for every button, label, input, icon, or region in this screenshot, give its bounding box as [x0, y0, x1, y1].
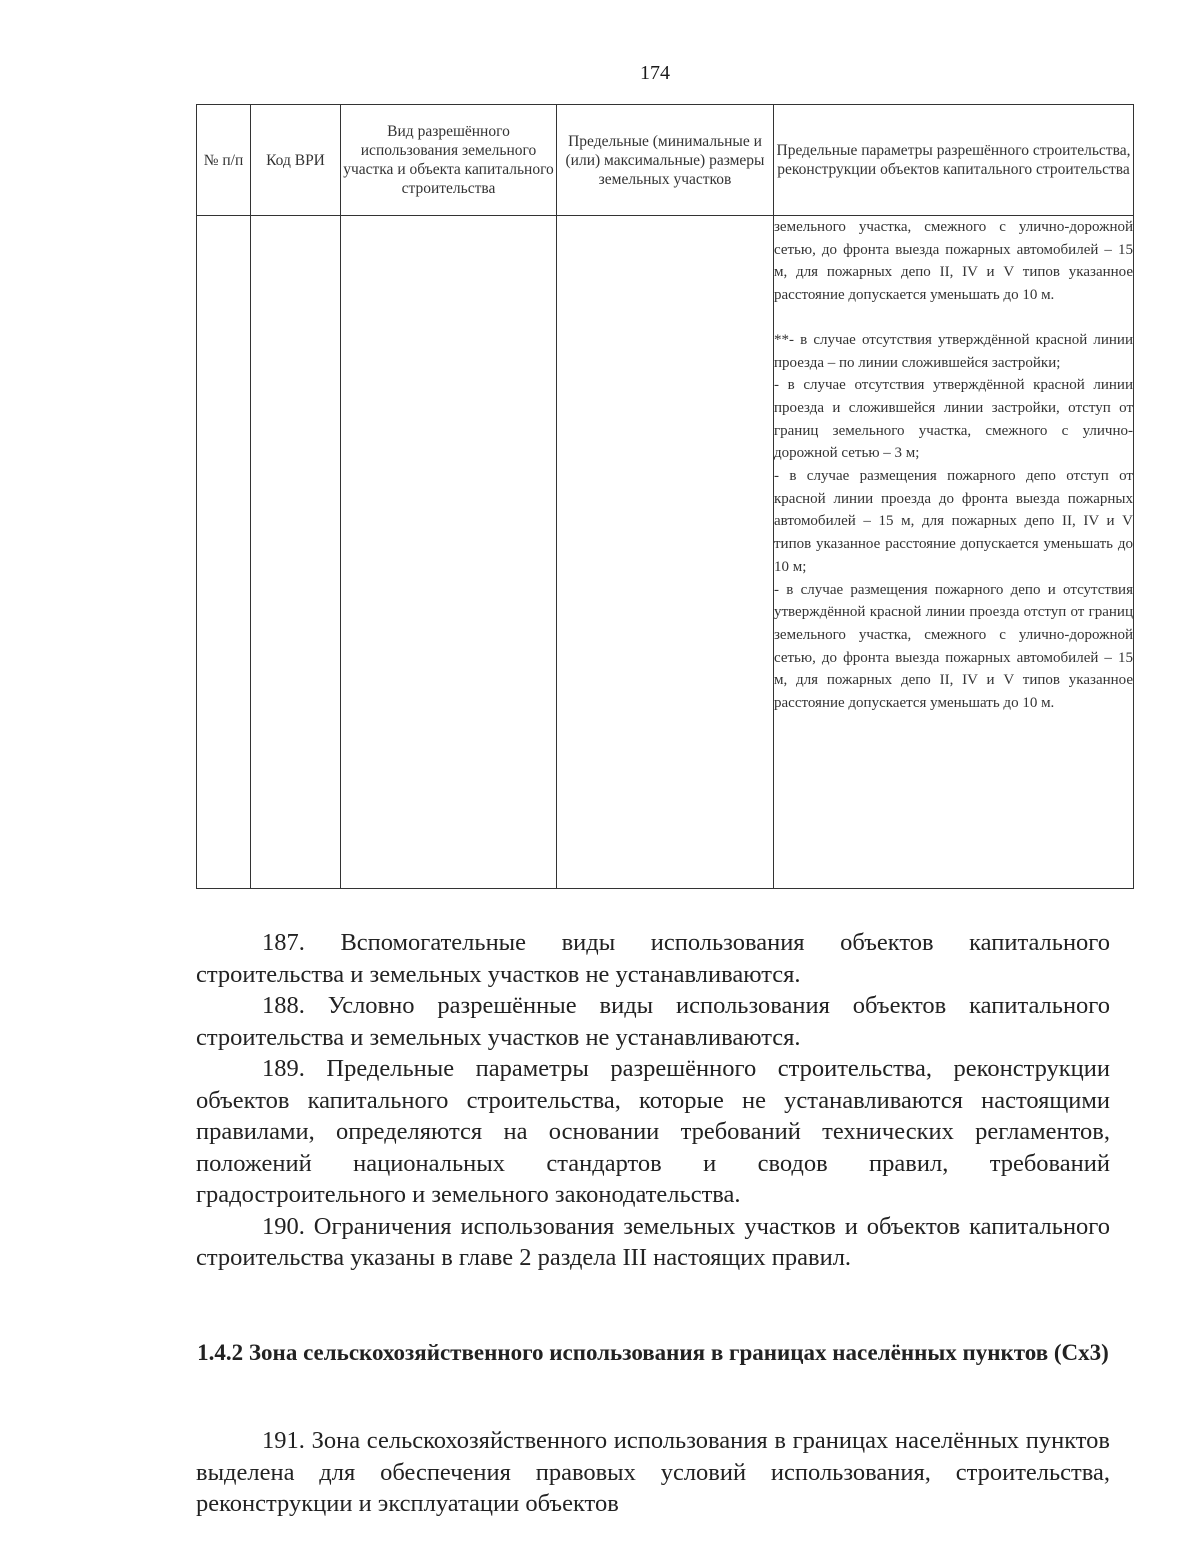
header-use-type: Вид разрешённого использования земельного участка и объекта капитального строительства: [341, 105, 557, 216]
header-plot-sizes: Предельные (минимальные и (или) максимальные) размеры земельных участков: [557, 105, 774, 216]
header-code: Код ВРИ: [251, 105, 341, 216]
parameters-table: [196, 104, 1134, 889]
table-row: [197, 216, 1134, 889]
paragraph-190: 190. Ограничения использования земельных участков и объектов капитального строительства указаны в главе 2 раздела III настоящих правил.: [196, 1212, 1110, 1271]
paragraph-191: [196, 1425, 1110, 1520]
paragraph-text: 191. Зона сельскохозяйственного использования в границах населённых пунктов выделена для обеспечения правовых условий использования, строительства, реконструкции и эксплуатации объектов: [196, 1427, 1110, 1517]
params-text: - в случае размещения пожарного депо отступ от красной линии проезда до фронта выезда пожарных автомобилей – 15 м, для пожарных депо II, IV и V типов указанное расстояние допускается уменьшать до 10 м;: [774, 468, 1133, 575]
paragraph-187: [196, 927, 1110, 1274]
table-header-row: [197, 105, 1134, 216]
header-construction-params: Предельные параметры разрешённого строительства, реконструкции объектов капитального строительства: [774, 105, 1134, 216]
cell-construction-params: [774, 216, 1134, 889]
paragraph-text: 187. Вспомогательные виды использования объектов капитального строительства и земельных участков не устанавливаются.: [196, 929, 1110, 988]
cell-code: [251, 216, 341, 889]
params-text: земельного участка, смежного с улично-дорожной сетью, до фронта выезда пожарных автомобилей – 15 м, для пожарных депо II, IV и V типов указанное расстояние допускается уменьшать до 10 м.: [774, 219, 1133, 304]
params-text: **- в случае отсутствия утверждённой красной линии проезда – по линии сложившейся застройки;: [774, 331, 1133, 371]
cell-plot-sizes: [557, 216, 774, 889]
params-text: - в случае отсутствия утверждённой красной линии проезда и сложившейся линии застройки, отступ от границ земельного участка, смежного с улично-дорожной сетью – 3 м;: [774, 377, 1133, 462]
page-number: 174: [640, 62, 670, 84]
paragraph-189: 189. Предельные параметры разрешённого строительства, реконструкции объектов капитального строительства, которые не устанавливаются настоящими правилами, определяются на основании требований технических регламентов, положений национальных стандартов и сводов правил, требований градостроительного и земельного законодательства.: [196, 1055, 1110, 1208]
params-gap: [774, 307, 1133, 329]
paragraph-188: 188. Условно разрешённые виды использования объектов капитального строительства и земельных участков не устанавливаются.: [196, 992, 1110, 1051]
header-number: № п/п: [197, 105, 251, 216]
section-heading: 1.4.2 Зона сельскохозяйственного использования в границах населённых пунктов (Сх3): [197, 1340, 1109, 1365]
cell-use-type: [341, 216, 557, 889]
cell-number: [197, 216, 251, 889]
params-text: - в случае размещения пожарного депо и отсутствия утверждённой красной линии проезда отступ от границ земельного участка, смежного с улично-дорожной сетью, до фронта выезда пожарных автомобилей – 15 м, для пожарных депо II, IV и V типов указанное расстояние допускается уменьшать до 10 м.: [774, 581, 1133, 712]
